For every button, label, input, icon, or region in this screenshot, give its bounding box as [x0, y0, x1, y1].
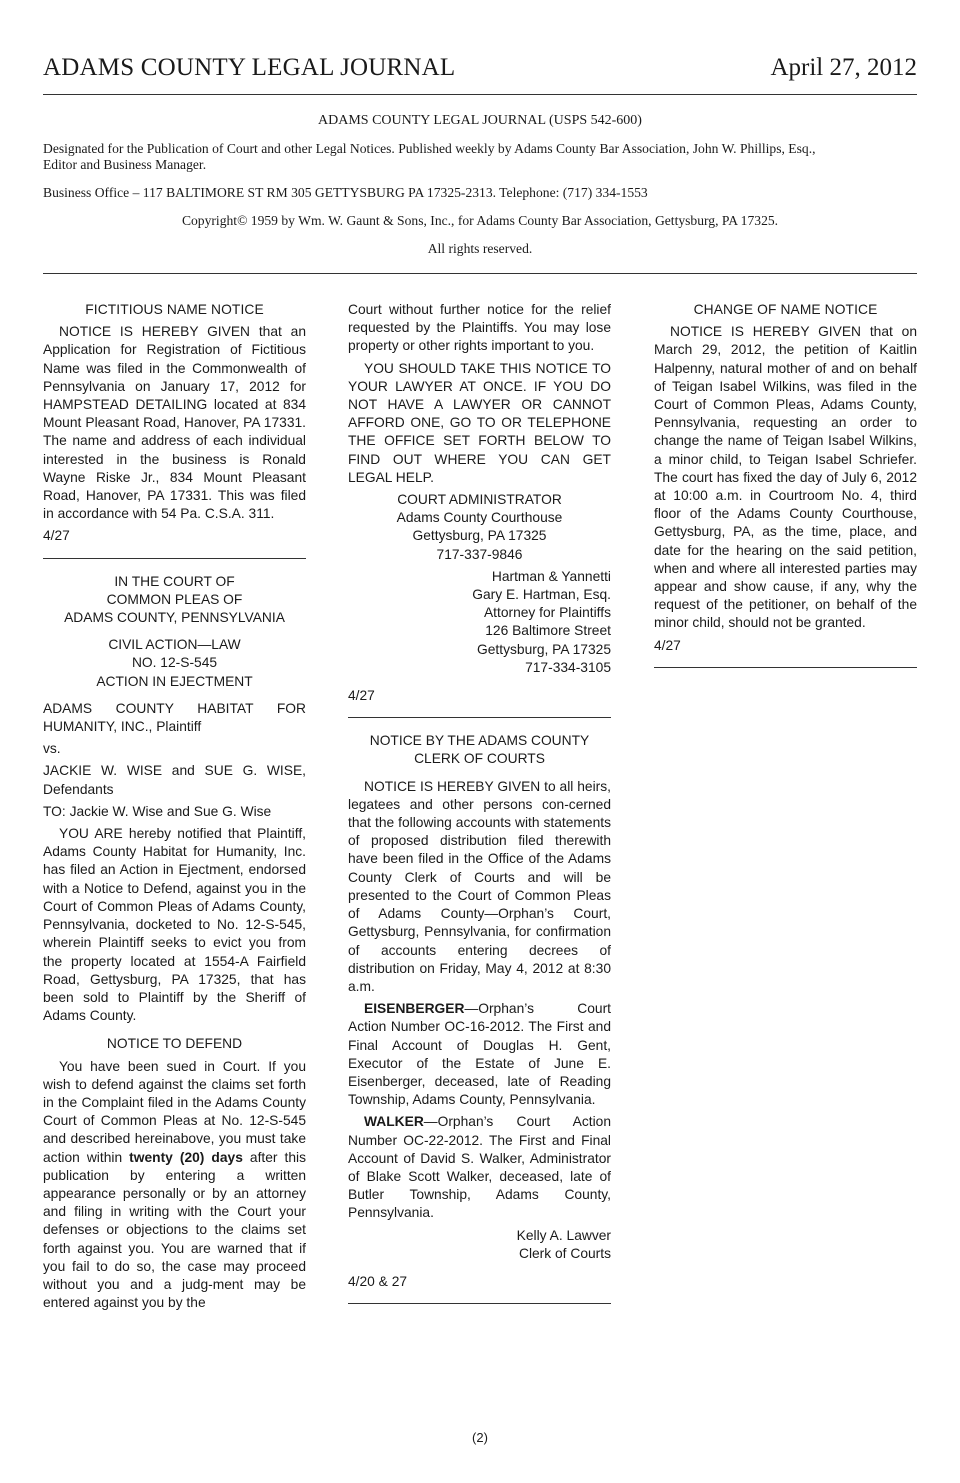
- defend-text: after this publication by entering a written appearance personally or by an attorney and filing in writing with the Court your defenses or objections to the claims set forth against you. You are warned that if you fail to do so, the case may proceed without you and a judg-ment may be entered against you by the: [43, 1149, 306, 1311]
- attorney-firm: Hartman & Yannetti: [491, 568, 611, 584]
- notice-continuation: Court without further notice for the relief requested by the Plaintiffs. You may lose property or other rights important to you.: [348, 302, 611, 354]
- clerk-notice: [348, 732, 611, 1304]
- notice-date: 4/27: [654, 637, 681, 653]
- notice-title: FICTITIOUS NAME NOTICE: [85, 302, 264, 317]
- divider: [43, 558, 306, 559]
- defend-deadline: twenty (20) days: [129, 1149, 243, 1165]
- account-entry: [348, 1000, 611, 1109]
- page-number: (2): [472, 1430, 488, 1445]
- notice-date: 4/27: [348, 688, 375, 704]
- admin-title: COURT ADMINISTRATOR: [397, 492, 562, 508]
- notice-date: 4/20 & 27: [348, 1273, 408, 1289]
- signer-title: Clerk of Courts: [518, 1245, 611, 1261]
- admin-address: Gettysburg, PA 17325: [412, 528, 547, 544]
- attorney-role: Attorney for Plaintiffs: [483, 605, 611, 621]
- fictitious-name-notice: [43, 301, 306, 546]
- divider: [654, 667, 917, 668]
- attorney-phone: 717-334-3105: [525, 659, 611, 675]
- notification-body: YOU ARE hereby notified that Plaintiff, Adams County Habitat for Humanity, Inc. has filed an Action in Ejectment, endorsed with a Notice to Defend, against you in the Court of Common Pleas of Adams County, Pennsylvania, docketed to No. 12-S-545, wherein Plaintiff seeks to evict you from the property located at 1554-A Fairfield Road, Gettysburg, PA 17325, that has been sold to Plaintiff by the Sheriff of Adams County.: [43, 826, 306, 1024]
- versus: vs.: [43, 741, 61, 757]
- case-number: NO. 12-S-545: [131, 655, 218, 671]
- addressee: TO: Jackie W. Wise and Sue G. Wise: [43, 803, 272, 819]
- masthead-copyright: Copyright© 1959 by Wm. W. Gaunt & Sons, Inc., for Adams County Bar Association, Gettysburg, PA 17325.: [181, 213, 779, 228]
- court-line: COMMON PLEAS OF: [106, 591, 243, 607]
- action-line: ACTION IN EJECTMENT: [96, 673, 253, 689]
- notice-title: CLERK OF COURTS: [414, 751, 545, 767]
- column-3: [654, 301, 917, 682]
- notice-title: CHANGE OF NAME NOTICE: [693, 302, 878, 317]
- estate-name: WALKER: [364, 1114, 424, 1130]
- notice-body: NOTICE IS HEREBY GIVEN that an Application for Registration of Fictitious Name was filed in the Commonwealth of Pennsylvania on January 17, 2012 for HAMPSTEAD DETAILING located at 834 Mount Pleasant Road, Hanover, PA 17331. The name and address of each individual interested in the business is Ronald Wayne Riske Jr., 834 Mount Pleasant Road, Hanover, PA 17331. This was filed in accordance with 54 Pa. C.S.A. 311.: [43, 324, 306, 522]
- court-line: IN THE COURT OF: [114, 573, 235, 589]
- running-header: [43, 54, 917, 95]
- notice-body: NOTICE IS HEREBY GIVEN to all heirs, legatees and other persons con-cerned that the following accounts with statements of proposed distribution filed therewith have been filed in the Office of the Adams County Clerk of Courts and will be presented to the Court of Common Pleas of Adams County—Orphan’s Court, Gettysburg, Pennsylvania, for confirmation of accounts entering decrees of distribution on Friday, May 4, 2012 at 8:30 a.m.: [348, 778, 611, 994]
- issue-date: April 27, 2012: [770, 54, 917, 81]
- column-2: [348, 301, 611, 1318]
- masthead-rights: All rights reserved.: [427, 241, 533, 256]
- masthead-business-office: Business Office – 117 BALTIMORE ST RM 305 GETTYSBURG PA 17325-2313. Telephone: (717) 334-1553: [43, 185, 648, 200]
- notice-date: 4/27: [43, 528, 70, 544]
- notice-title: NOTICE BY THE ADAMS COUNTY: [369, 733, 590, 749]
- divider: [348, 1303, 611, 1304]
- notice-to-defend-title: NOTICE TO DEFEND: [106, 1036, 243, 1052]
- plaintiff: ADAMS COUNTY HABITAT FOR HUMANITY, INC., Plaintiff: [43, 700, 306, 735]
- masthead: [43, 110, 917, 274]
- estate-name: EISENBERGER: [364, 1001, 465, 1017]
- notice-to-defend-body: [43, 1058, 306, 1313]
- defendants: JACKIE W. WISE and SUE G. WISE, Defendants: [43, 763, 306, 797]
- defend-text: You have been sued in Court. If you wish to defend against the claims set forth in the Complaint filed in the Adams County Court of Common Pleas at No. 12-S-545 and described hereinabove, you must take action within: [43, 1058, 306, 1165]
- masthead-designated: Designated for the Publication of Court and other Legal Notices. Published weekly by Adams County Bar Association, John W. Phillips, Esq., Editor and Business Manager.: [43, 141, 816, 172]
- attorney-name: Gary E. Hartman, Esq.: [472, 587, 611, 603]
- change-of-name-notice: [654, 301, 917, 668]
- signer-name: Kelly A. Lawver: [516, 1227, 611, 1243]
- column-1: [43, 301, 306, 1316]
- notice-body: NOTICE IS HEREBY GIVEN that on March 29, 2012, the petition of Kaitlin Halpenny, natural mother of and on behalf of Teigan Isabel Wilkins, was filed in the Court of Common Pleas, Adams County, Pennsylvania, requesting an order to change the name of Teigan Isabel Wilkins, a minor child, to Teigan Isabel Schriefer. The court has fixed the day of July 6, 2012 at 10:00 a.m. in Courtroom No. 4, third floor of the Adams County Courthouse, Gettysburg, PA, as the time, place, and date for the hearing on the said petition, when and where all interested parties may appear and show cause, if any, why the request of the petitioner, on behalf of the minor child, should not be granted.: [654, 324, 917, 631]
- court-line: ADAMS COUNTY, PENNSYLVANIA: [64, 610, 285, 626]
- action-line: CIVIL ACTION—LAW: [108, 637, 241, 653]
- admin-phone: 717-337-9846: [436, 546, 523, 562]
- entry-text: —Orphan’s Court Action Number OC-22-2012. The First and Final Account of David S. Walker, Administrator of Blake Scott Walker, deceased, late of Butler Township, Adams County, Pennsylvania.: [348, 1114, 611, 1221]
- lawyer-notice: YOU SHOULD TAKE THIS NOTICE TO YOUR LAWYER AT ONCE. IF YOU DO NOT HAVE A LAWYER OR CANNOT AFFORD ONE, GO TO OR TELEPHONE THE OFFICE SET FORTH BELOW TO FIND OUT WHERE YOU CAN GET LEGAL HELP.: [348, 360, 611, 485]
- entry-text: —Orphan’s Court Action Number OC-16-2012. The First and Final Account of Douglas H. Gent, Executor of the Estate of June E. Eisenberger, deceased, late of Reading Township, Adams County, Pennsylvania.: [348, 1001, 611, 1108]
- ejectment-notice: [43, 573, 306, 1313]
- divider: [348, 717, 611, 718]
- account-entry: [348, 1113, 611, 1222]
- attorney-city: Gettysburg, PA 17325: [477, 641, 611, 657]
- attorney-street: 126 Baltimore Street: [485, 623, 611, 639]
- journal-title: ADAMS COUNTY LEGAL JOURNAL: [43, 54, 456, 81]
- masthead-usps-line: ADAMS COUNTY LEGAL JOURNAL (USPS 542-600): [318, 113, 642, 128]
- admin-address: Adams County Courthouse: [396, 510, 563, 526]
